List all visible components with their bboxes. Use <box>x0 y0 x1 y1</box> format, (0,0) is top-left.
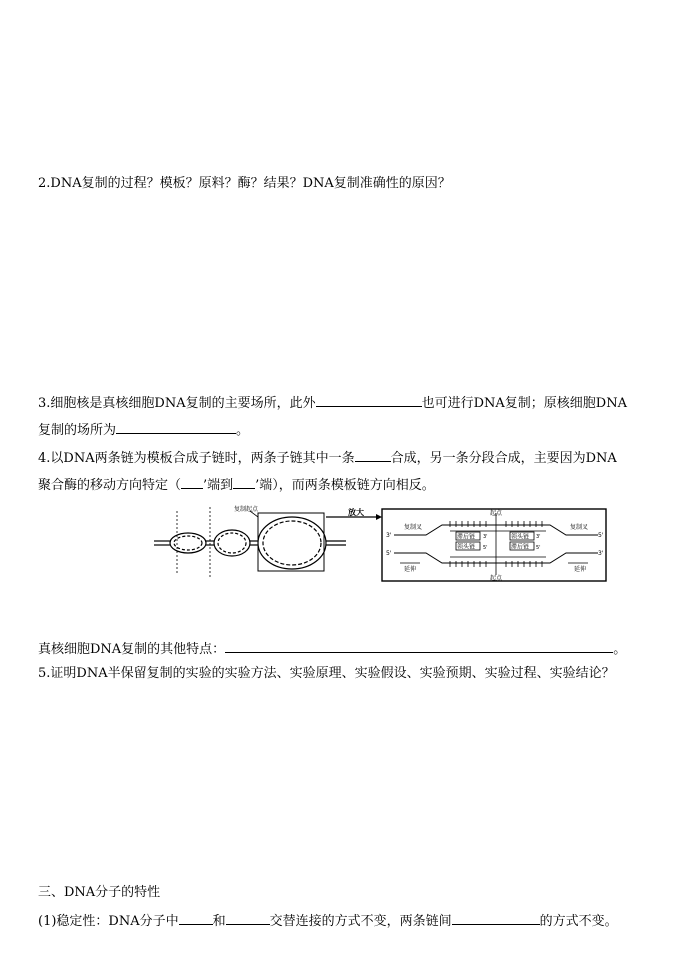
replication-bubbles <box>154 507 346 579</box>
question-3-line-1 <box>38 394 627 412</box>
question-4-text: 合成，另一条分段合成，主要因为DNA <box>390 451 617 466</box>
answer-blank[interactable] <box>225 640 613 653</box>
answer-blank[interactable] <box>233 476 255 489</box>
leading-strand-label: 领头链 <box>511 533 530 541</box>
end-label: 3' <box>598 550 604 557</box>
end-label: 3' <box>536 534 541 540</box>
origin-top-label: 起点 <box>490 510 503 517</box>
question-4-text: ’端），而两条模板链方向相反。 <box>255 478 435 493</box>
lagging-strand-label: 滞后链 <box>511 543 530 551</box>
stability-text: (1)稳定性：DNA分子中 <box>38 914 179 929</box>
end-label: 5' <box>483 545 488 551</box>
question-3-text: 3.细胞核是真核细胞DNA复制的主要场所，此外 <box>38 396 316 411</box>
end-label: 3' <box>483 534 488 540</box>
question-4-line-2 <box>38 476 435 494</box>
answer-blank[interactable] <box>452 912 540 925</box>
answer-blank[interactable] <box>179 912 213 925</box>
section-3-title <box>38 885 160 901</box>
question-4-line-1 <box>38 449 617 467</box>
question-2-text: 2.DNA复制的过程？模板？原料？酶？结果？DNA复制准确性的原因？ <box>38 176 451 191</box>
stability-text: 交替连接的方式不变，两条链间 <box>269 914 452 929</box>
question-3-text: 也可进行DNA复制；原核细胞DNA <box>421 396 627 411</box>
zoom-label: 放大 <box>348 508 364 517</box>
origin-bottom-label: 起点 <box>490 575 503 582</box>
answer-blank[interactable] <box>355 449 391 462</box>
end-label: 3' <box>386 532 392 539</box>
question-2 <box>38 176 451 192</box>
answer-blank[interactable] <box>226 912 270 925</box>
stability-text: 的方式不变。 <box>539 914 618 929</box>
answer-blank[interactable] <box>181 476 203 489</box>
fork-right-label: 复制叉 <box>570 524 589 531</box>
stability-text: 和 <box>212 914 226 929</box>
eukaryote-features <box>38 640 626 658</box>
question-4-text: ’端到 <box>203 478 234 493</box>
dna-replication-diagram <box>150 503 610 583</box>
fork-left-label: 复制叉 <box>404 524 423 531</box>
question-5 <box>38 666 615 682</box>
question-3-text: 。 <box>236 423 250 438</box>
eukaryote-label: 真核细胞DNA复制的其他特点： <box>38 642 226 657</box>
section-title: 三、DNA分子的特性 <box>38 885 161 900</box>
extend-right-label: 延伸 <box>574 566 587 573</box>
origin-label: 复制起点 <box>234 506 259 513</box>
end-label: 5' <box>536 545 541 551</box>
end-label: 5' <box>386 550 392 557</box>
stability-line <box>38 912 618 930</box>
question-4-text: 4.以DNA两条链为模板合成子链时，两条子链其中一条 <box>38 451 355 466</box>
answer-blank[interactable] <box>316 394 422 407</box>
answer-blank[interactable] <box>116 421 236 434</box>
question-4-text: 聚合酶的移动方向特定（ <box>38 478 182 493</box>
question-3-text: 复制的场所为 <box>38 423 117 438</box>
lagging-strand-label: 滞后链 <box>457 533 476 541</box>
extend-left-label: 延伸 <box>404 566 417 573</box>
eukaryote-end: 。 <box>613 642 627 657</box>
leading-strand-label: 领头链 <box>457 543 476 551</box>
question-5-text: 5.证明DNA半保留复制的实验的实验方法、实验原理、实验假设、实验预期、实验过程、实验结论？ <box>38 666 615 681</box>
zoom-arrow-head <box>376 514 382 520</box>
end-label: 5' <box>598 532 604 539</box>
question-3-line-2 <box>38 421 249 439</box>
